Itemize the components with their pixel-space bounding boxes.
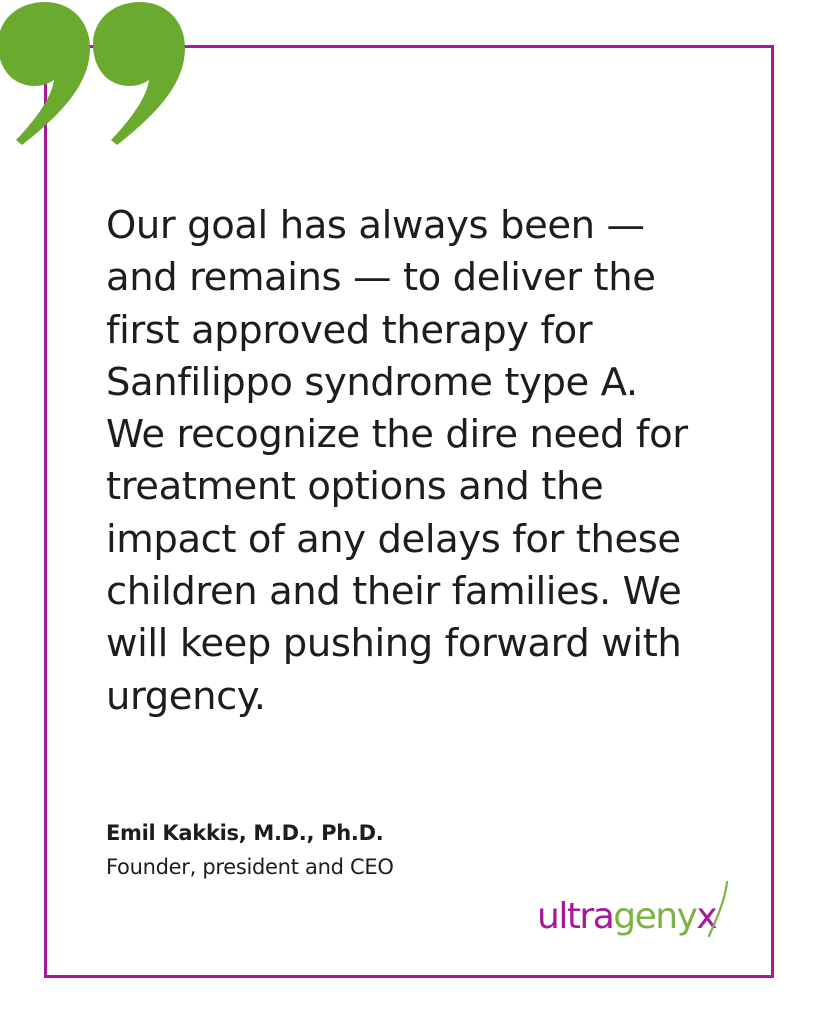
attribution-title: Founder, president and CEO xyxy=(106,855,394,879)
attribution-name: Emil Kakkis, M.D., Ph.D. xyxy=(106,821,384,845)
logo-part-x: x xyxy=(696,896,717,937)
ultragenyx-logo xyxy=(537,878,737,948)
quotation-mark-icon xyxy=(0,0,190,150)
svg-text:ultragenyx xyxy=(537,896,717,937)
quote-text: Our goal has always been — and remains — to deliver the first approved therapy for Sanfilippo syndrome type A. We recognize the dire need for treatment options and the impact of any delays for these children and their families. We will keep pushing forward with urgency. xyxy=(106,203,688,719)
logo-part-geny: geny xyxy=(613,896,697,937)
logo-part-ultra: ultra xyxy=(537,896,614,937)
